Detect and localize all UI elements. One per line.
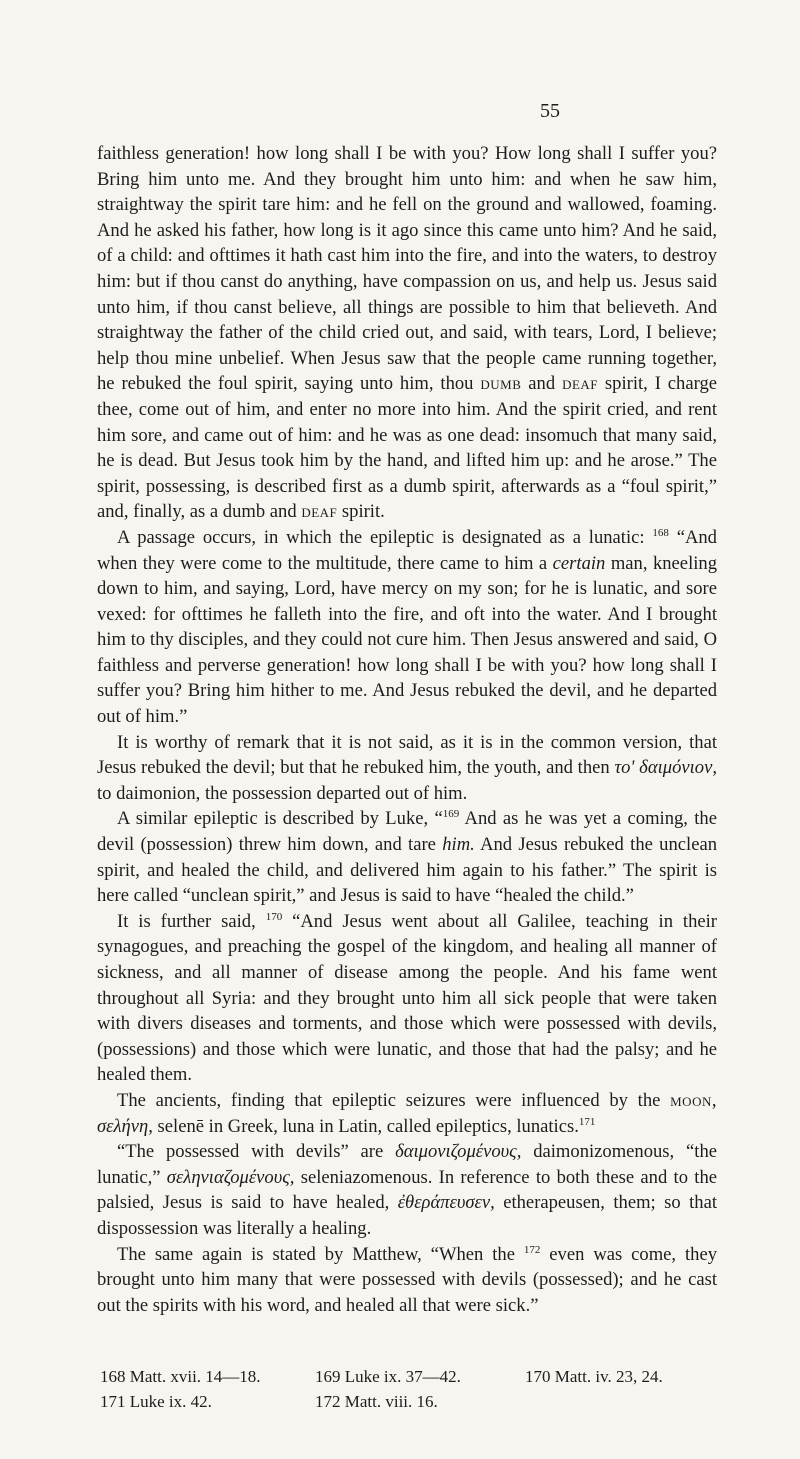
- footnote-row: [100, 1364, 740, 1389]
- paragraph-2: A passage occurs, in which the epileptic is designated as a lunatic: $^{168}$ “And when they were come to the multitude, there came to him a certain man, kneeling down to him, and saying, Lord, have mercy on my son; for he is lunatic, and sore vexed: for ofttimes he falleth into the fire, and oft into the water. And I brought him to thy disciples, and they could not cure him. Then Jesus answered and said, O faithless and perverse generation! how long shall I be with you? how long shall I suffer you? Bring him hither to me. And Jesus rebuked the devil, and he departed out of him.”: [97, 526, 717, 728]
- footnote-ref-171: 171: [578, 1115, 596, 1128]
- footnote-172: 172 Matt. viii. 16.: [315, 1392, 438, 1411]
- footnote-171: 171 Luke ix. 42.: [100, 1392, 212, 1411]
- paragraph-7: “The possessed with devils” are δαιμονιζομένους, daimonizomenous, “the lunatic,” σεληνιαζομένους, seleniazomenous. In reference to both these and to the palsied, Jesus is said to have healed, ἐθεράπευσεν, etherapeusen, them; so that dispossession was literally a healing.: [97, 1141, 717, 1239]
- footnote-ref-168: 168: [652, 526, 669, 539]
- footnote-ref-169: 169: [442, 808, 460, 821]
- greek-term: το' δαιμόνιον,: [614, 757, 718, 779]
- footnote-168: 168 Matt. xvii. 14—18.: [100, 1367, 261, 1386]
- footnote-170: 170 Matt. iv. 23, 24.: [525, 1367, 663, 1386]
- greek-term: ἐθεράπευσεν,: [397, 1192, 495, 1214]
- paragraph-5: It is further said, $^{170}$ “And Jesus went about all Galilee, teaching in their synagogues, and preaching the gospel of the kingdom, and healing all manner of sickness, and all manner of disease among the people. And his fame went throughout all Syria: and they brought unto him all sick people that were taken with divers diseases and torments, and those which were possessed with devils, (possessions) and those which were lunatic, and those that had the palsy; and he healed them.: [97, 910, 717, 1086]
- paragraph-6: The ancients, finding that epileptic seizures were influenced by the moon, σελήνη, selenē in Greek, luna in Latin, called epileptics, lunatics.$^{171}$: [97, 1089, 717, 1137]
- footnote-169: 169 Luke ix. 37—42.: [315, 1367, 461, 1386]
- body-text: [97, 141, 717, 1318]
- paragraph-8: The same again is stated by Matthew, “When the $^{172}$ even was come, they brought unto him many that were possessed with devils (possessed); and he cast out the spirits with his word, and healed all that were sick.”: [97, 1243, 717, 1316]
- paragraph-3: It is worthy of remark that it is not said, as it is in the common version, that Jesus rebuked the devil; but that he rebuked him, the youth, and then το' δαιμόνιον, to daimonion, the possession departed out of him.: [97, 731, 718, 804]
- paragraph-4: A similar epileptic is described by Luke, “$^{169}$ And as he was yet a coming, the devil (possession) threw him down, and tare him. And Jesus rebuked the unclean spirit, and healed the child, and delivered him again to his father.” The spirit is here called “unclean spirit,” and Jesus is said to have “healed the child.”: [97, 808, 717, 907]
- greek-term: σεληνιαζομένους,: [166, 1166, 295, 1188]
- footnote-row: [100, 1389, 740, 1414]
- greek-term: δαιμονιζομένους,: [395, 1141, 522, 1163]
- footnotes: [100, 1364, 740, 1414]
- paragraph-1: faithless generation! how long shall I be with you? How long shall I suffer you? Bring him unto me. And they brought him unto him: and when he saw him, straightway the spirit tare him: and he fell on the ground and wallowed, foaming. And he asked his father, how long is it ago since this came unto him? And he said, of a child: and ofttimes it hath cast him into the fire, and into the waters, to destroy him: but if thou canst do anything, have compassion on us, and help us. Jesus said unto him, if thou canst believe, all things are possible to him that believeth. And straightway the father of the child cried out, and said, with tears, Lord, I believe; help thou mine unbelief. When Jesus saw that the people came running together, he rebuked the foul spirit, saying unto him, thou dumb and deaf spirit, I charge thee, come out of him, and enter no more into him. And the spirit cried, and rent him sore, and came out of him: and he was as one dead: insomuch that many said, he is dead. But Jesus took him by the hand, and lifted him up: and he arose.” The spirit, possessing, is described first as a dumb spirit, afterwards as a “foul spirit,” and, finally, as a dumb and deaf spirit.: [97, 143, 718, 523]
- greek-term: σελήνη,: [97, 1115, 153, 1137]
- footnote-ref-170: 170: [265, 910, 283, 923]
- page-number: 55: [540, 100, 560, 122]
- footnote-ref-172: 172: [523, 1243, 541, 1256]
